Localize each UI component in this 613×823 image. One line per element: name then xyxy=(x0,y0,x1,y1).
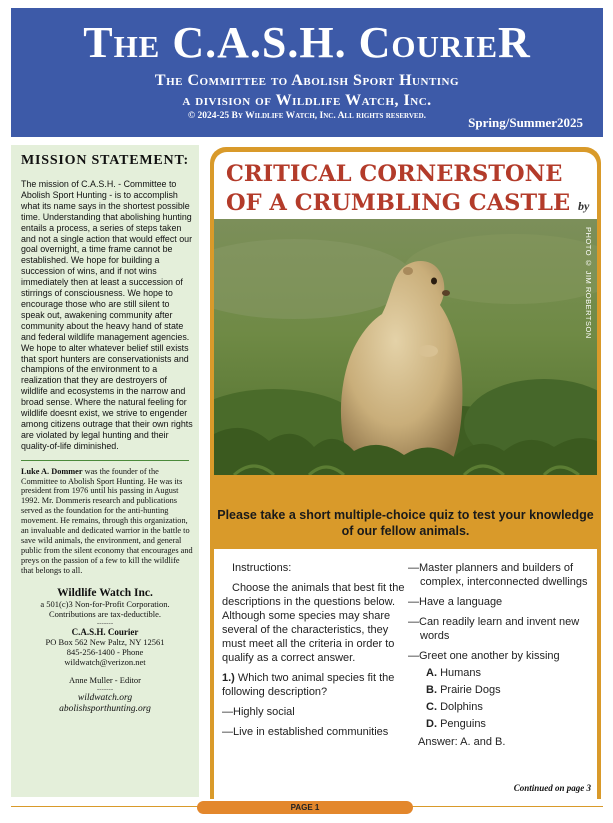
org-divider-2: ------- xyxy=(96,684,114,693)
founder-text: was the founder of the Committee to Abolish Sport Hunting. He was its president from 1976 until his passing in August 1992. Mr. Dommeris research and publications served as the foundation for the anti-hunting movement. He remains, through this organization, an invaluable and dedicated warrior in the battle to save wild animals, the environment, and general public from the silent economy that encourages and preys on the passion of a few to kill the wildlife that belongs to all. xyxy=(21,466,193,575)
option-text: Humans xyxy=(440,667,482,679)
org-address: PO Box 562 New Paltz, NY 12561 xyxy=(45,636,165,647)
website-link-1[interactable]: wildwatch.org xyxy=(77,692,133,703)
question-1 xyxy=(222,671,406,699)
trait-item: —Can readily learn and invent new words xyxy=(408,616,580,642)
quiz-column-left xyxy=(222,561,406,739)
option-letter: A. xyxy=(426,667,437,679)
mission-text: The mission of C.A.S.H. - Committee to Abolish Sport Hunting - is to accomplish what its name says in the shortest possible time. Understanding that abolishing hunting entails a process, a series of steps taken and not a single action that would effect our goal overnight, a time frame cannot be established. We hope for building a succession of wins, and if not wins immediately then at least a succession of stirrings of consciousness. We hope to encourage those who are still silent to speak out, awakening community after community about the heavy hand of state and federal wildlife management agencies. We hope to alter whatever belief still exists that sport hunters are conservationists and champions of the environment to a realization that they are destroyers of wildlife and ecosystems in the narrow and broad sense. Where the natural feeling for wildlife doesnt exist, we strive to engender among citizens outrage that their own rights are violated by legal hunting and their quality-of-life diminished. xyxy=(21,179,193,451)
option-letter: D. xyxy=(426,718,437,730)
editor-credit: Anne Muller - Editor xyxy=(69,674,141,685)
answer-option-b[interactable] xyxy=(408,683,594,697)
org-name: Wildlife Watch Inc. xyxy=(57,586,153,599)
option-text: Penguins xyxy=(440,718,486,730)
option-letter: B. xyxy=(426,684,437,696)
trait-item: —Master planners and builders of complex, interconnected dwellings xyxy=(408,562,588,588)
answer-option-d[interactable] xyxy=(408,717,594,731)
answer-option-c[interactable] xyxy=(408,700,594,714)
sidebar-divider xyxy=(21,460,189,461)
instructions-text: Choose the animals that best fit the descriptions in the questions below. Although some species may share several of the characteristics, they must meet all the criteria in order to qualify as a correct answer. xyxy=(222,582,405,664)
trait-item: —Greet one another by kissing xyxy=(408,650,560,662)
issue-season: Spring/Summer2025 xyxy=(468,115,583,130)
quiz-answer: Answer: A. and B. xyxy=(418,736,506,748)
trait-item: —Have a language xyxy=(408,596,503,608)
trait-item: —Live in established communities xyxy=(222,726,389,738)
masthead xyxy=(11,8,603,137)
prairie-dog-photo xyxy=(214,219,597,475)
option-text: Dolphins xyxy=(440,701,483,713)
org-email[interactable]: wildwatch@verizon.net xyxy=(64,656,146,667)
founder-name: Luke A. Dommer xyxy=(21,466,83,476)
founder-note xyxy=(21,467,193,576)
website-link-2[interactable]: abolishsporthunting.org xyxy=(59,703,151,714)
article-panel xyxy=(210,147,601,799)
trait-item: —Highly social xyxy=(222,706,295,718)
prairie-dog-image xyxy=(214,219,597,475)
continued-link[interactable]: Continued on page 3 xyxy=(513,783,591,793)
photo-credit: PHOTO © JIM ROBERTSON xyxy=(584,227,593,339)
newsletter-division: a division of Wildlife Watch, Inc. xyxy=(182,92,432,109)
quiz-column-right xyxy=(408,561,594,749)
article-byline: by xyxy=(577,199,590,213)
quiz-body xyxy=(214,549,597,799)
option-text: Prairie Dogs xyxy=(440,684,501,696)
newsletter-title: The C.A.S.H. CourieR xyxy=(83,18,531,67)
option-letter: C. xyxy=(426,701,437,713)
question-1-number: 1.) xyxy=(222,672,235,684)
sidebar xyxy=(11,145,199,797)
org-status: a 501(c)3 Non-for-Profit Corporation. xyxy=(40,598,170,609)
article-title-text: CRITICAL CORNERSTONE OF A CRUMBLING CASTLE xyxy=(226,161,571,216)
answer-option-a[interactable] xyxy=(408,666,594,680)
org-info xyxy=(11,587,199,715)
quiz-banner: Please take a short multiple-choice quiz to test your knowledge of our fellow animals. xyxy=(217,508,594,538)
org-divider-1: ------- xyxy=(96,618,114,627)
copyright-notice: © 2024-25 By Wildlife Watch, Inc. All rights reserved. xyxy=(187,111,426,121)
question-1-text: Which two animal species fit the following description? xyxy=(222,672,395,698)
courier-name: C.A.S.H. Courier xyxy=(71,626,139,637)
newsletter-subtitle: The Committee to Abolish Sport Hunting xyxy=(154,72,460,89)
page-number: PAGE 1 xyxy=(197,801,413,814)
instructions-label: Instructions: xyxy=(232,562,292,574)
org-phone: 845-256-1400 - Phone xyxy=(66,646,144,657)
mission-heading: MISSION STATEMENT: xyxy=(20,153,190,168)
org-tax-note: Contributions are tax-deductible. xyxy=(48,608,162,619)
